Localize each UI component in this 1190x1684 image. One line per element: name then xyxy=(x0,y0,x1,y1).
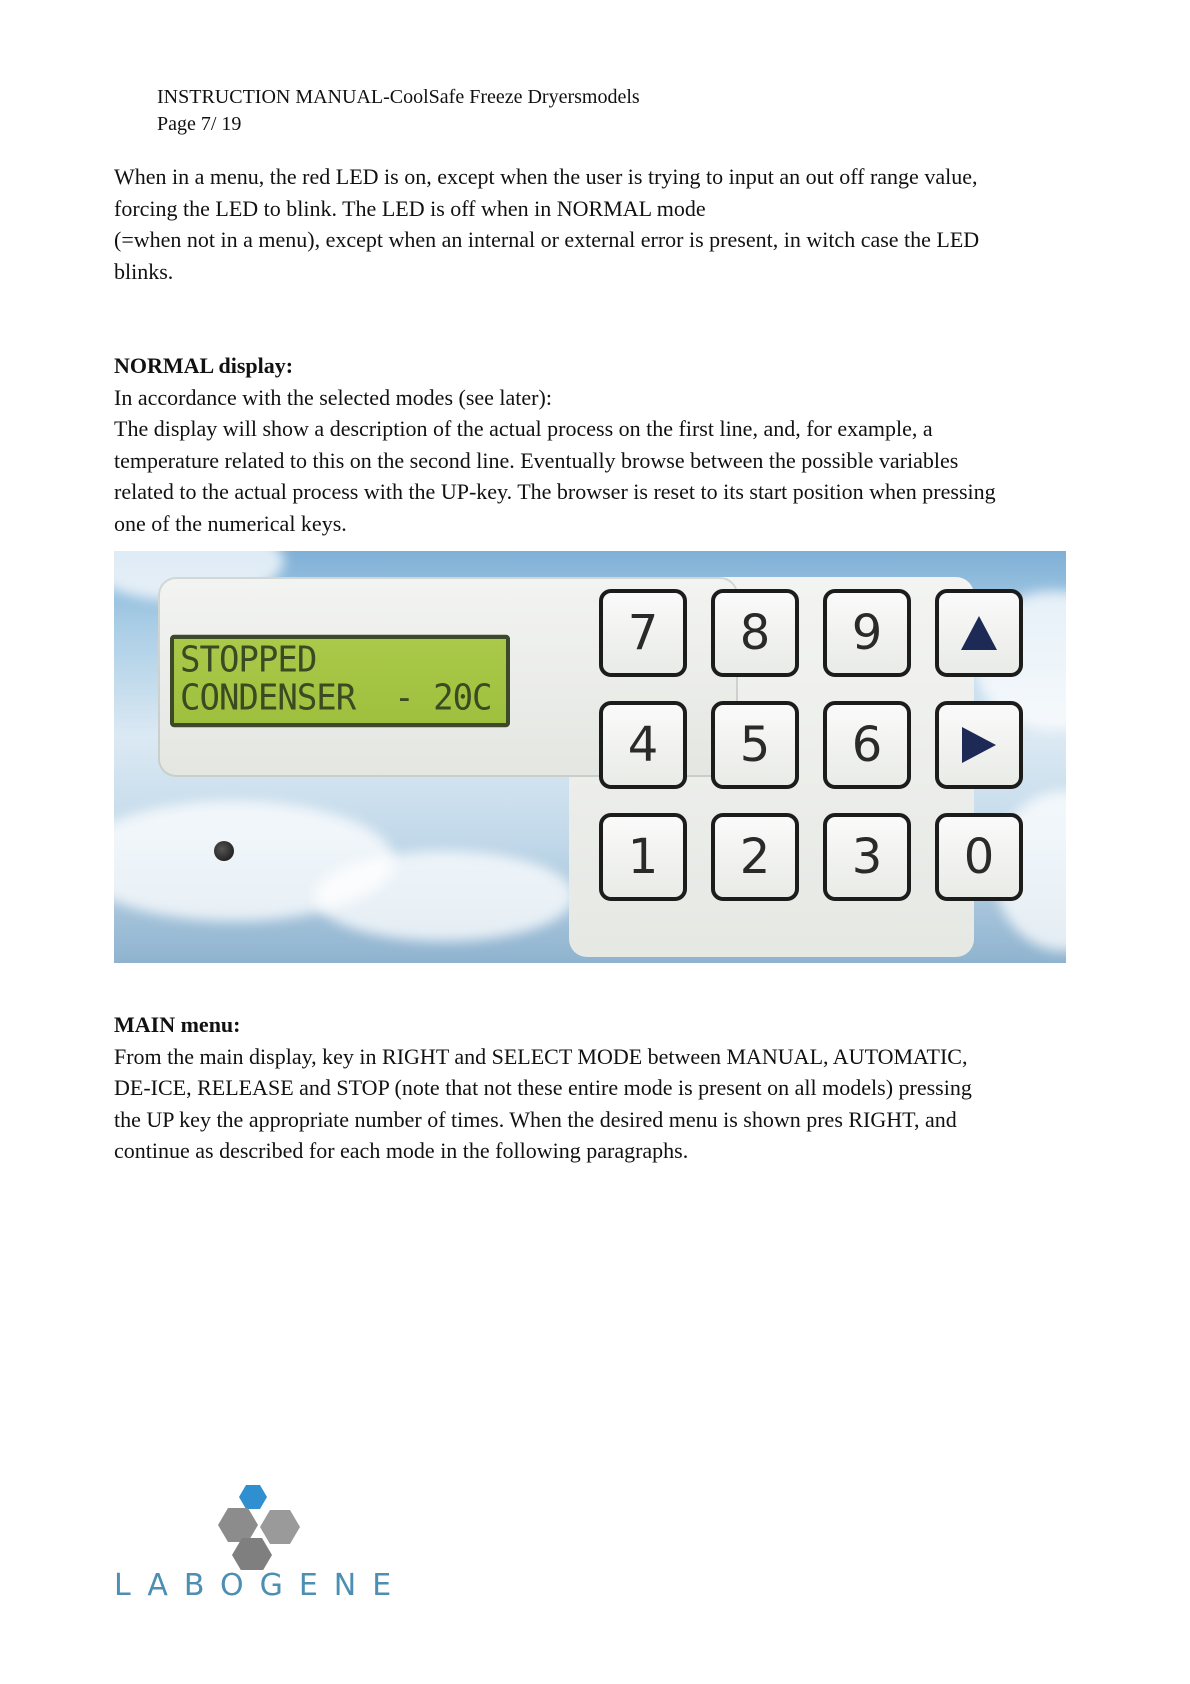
intro-line: blinks. xyxy=(114,258,174,284)
intro-paragraph xyxy=(114,161,1084,287)
section-line: continue as described for each mode in the following paragraphs. xyxy=(114,1138,689,1163)
section-title: MAIN menu: xyxy=(114,1012,241,1037)
key-up[interactable] xyxy=(935,589,1023,677)
key-right[interactable] xyxy=(935,701,1023,789)
right-arrow-icon xyxy=(962,727,996,763)
key-8[interactable]: 8 xyxy=(711,589,799,677)
key-7[interactable]: 7 xyxy=(599,589,687,677)
section-line: The display will show a description of the actual process on the first line, and, for example, a xyxy=(114,416,933,441)
intro-line: forcing the LED to blink. The LED is off when in NORMAL mode xyxy=(114,195,706,221)
key-5[interactable]: 5 xyxy=(711,701,799,789)
lcd-display xyxy=(170,635,510,727)
key-0[interactable]: 0 xyxy=(935,813,1023,901)
lcd-line-1: STOPPED xyxy=(180,639,317,681)
section-line: the UP key the appropriate number of times. When the desired menu is shown pres RIGHT, and xyxy=(114,1106,957,1132)
up-arrow-icon xyxy=(961,616,997,650)
logo-text: LABOGENE xyxy=(114,1568,408,1603)
controller-photo xyxy=(114,551,1066,963)
section-line: In accordance with the selected modes (see later): xyxy=(114,384,552,410)
page-header xyxy=(157,84,640,138)
key-4[interactable]: 4 xyxy=(599,701,687,789)
intro-line: When in a menu, the red LED is on, except when the user is trying to input an out off range value, xyxy=(114,164,978,189)
section-line: DE-ICE, RELEASE and STOP (note that not these entire mode is present on all models) pressing xyxy=(114,1075,972,1100)
section-title: NORMAL display: xyxy=(114,353,294,378)
section-line: related to the actual process with the UP-key. The browser is reset to its start position when pressing xyxy=(114,479,996,504)
intro-line: (=when not in a menu), except when an internal or external error is present, in witch case the LED xyxy=(114,227,980,252)
main-menu-section xyxy=(114,1009,1084,1167)
key-3[interactable]: 3 xyxy=(823,813,911,901)
labogene-logo xyxy=(114,1480,414,1603)
key-2[interactable]: 2 xyxy=(711,813,799,901)
manual-title: INSTRUCTION MANUAL-CoolSafe Freeze Dryersmodels xyxy=(157,86,640,108)
page-number: Page 7/ 19 xyxy=(157,113,242,135)
key-6[interactable]: 6 xyxy=(823,701,911,789)
section-line: temperature related to this on the second line. Eventually browse between the possible variables xyxy=(114,447,959,473)
logo-hexagons-icon xyxy=(204,1480,344,1570)
key-9[interactable]: 9 xyxy=(823,589,911,677)
status-led xyxy=(214,841,234,861)
key-1[interactable]: 1 xyxy=(599,813,687,901)
lcd-line-2: CONDENSER - 20C xyxy=(180,676,492,719)
normal-display-section xyxy=(114,350,1084,539)
section-line: one of the numerical keys. xyxy=(114,510,347,536)
section-line: From the main display, key in RIGHT and SELECT MODE between MANUAL, AUTOMATIC, xyxy=(114,1043,968,1069)
